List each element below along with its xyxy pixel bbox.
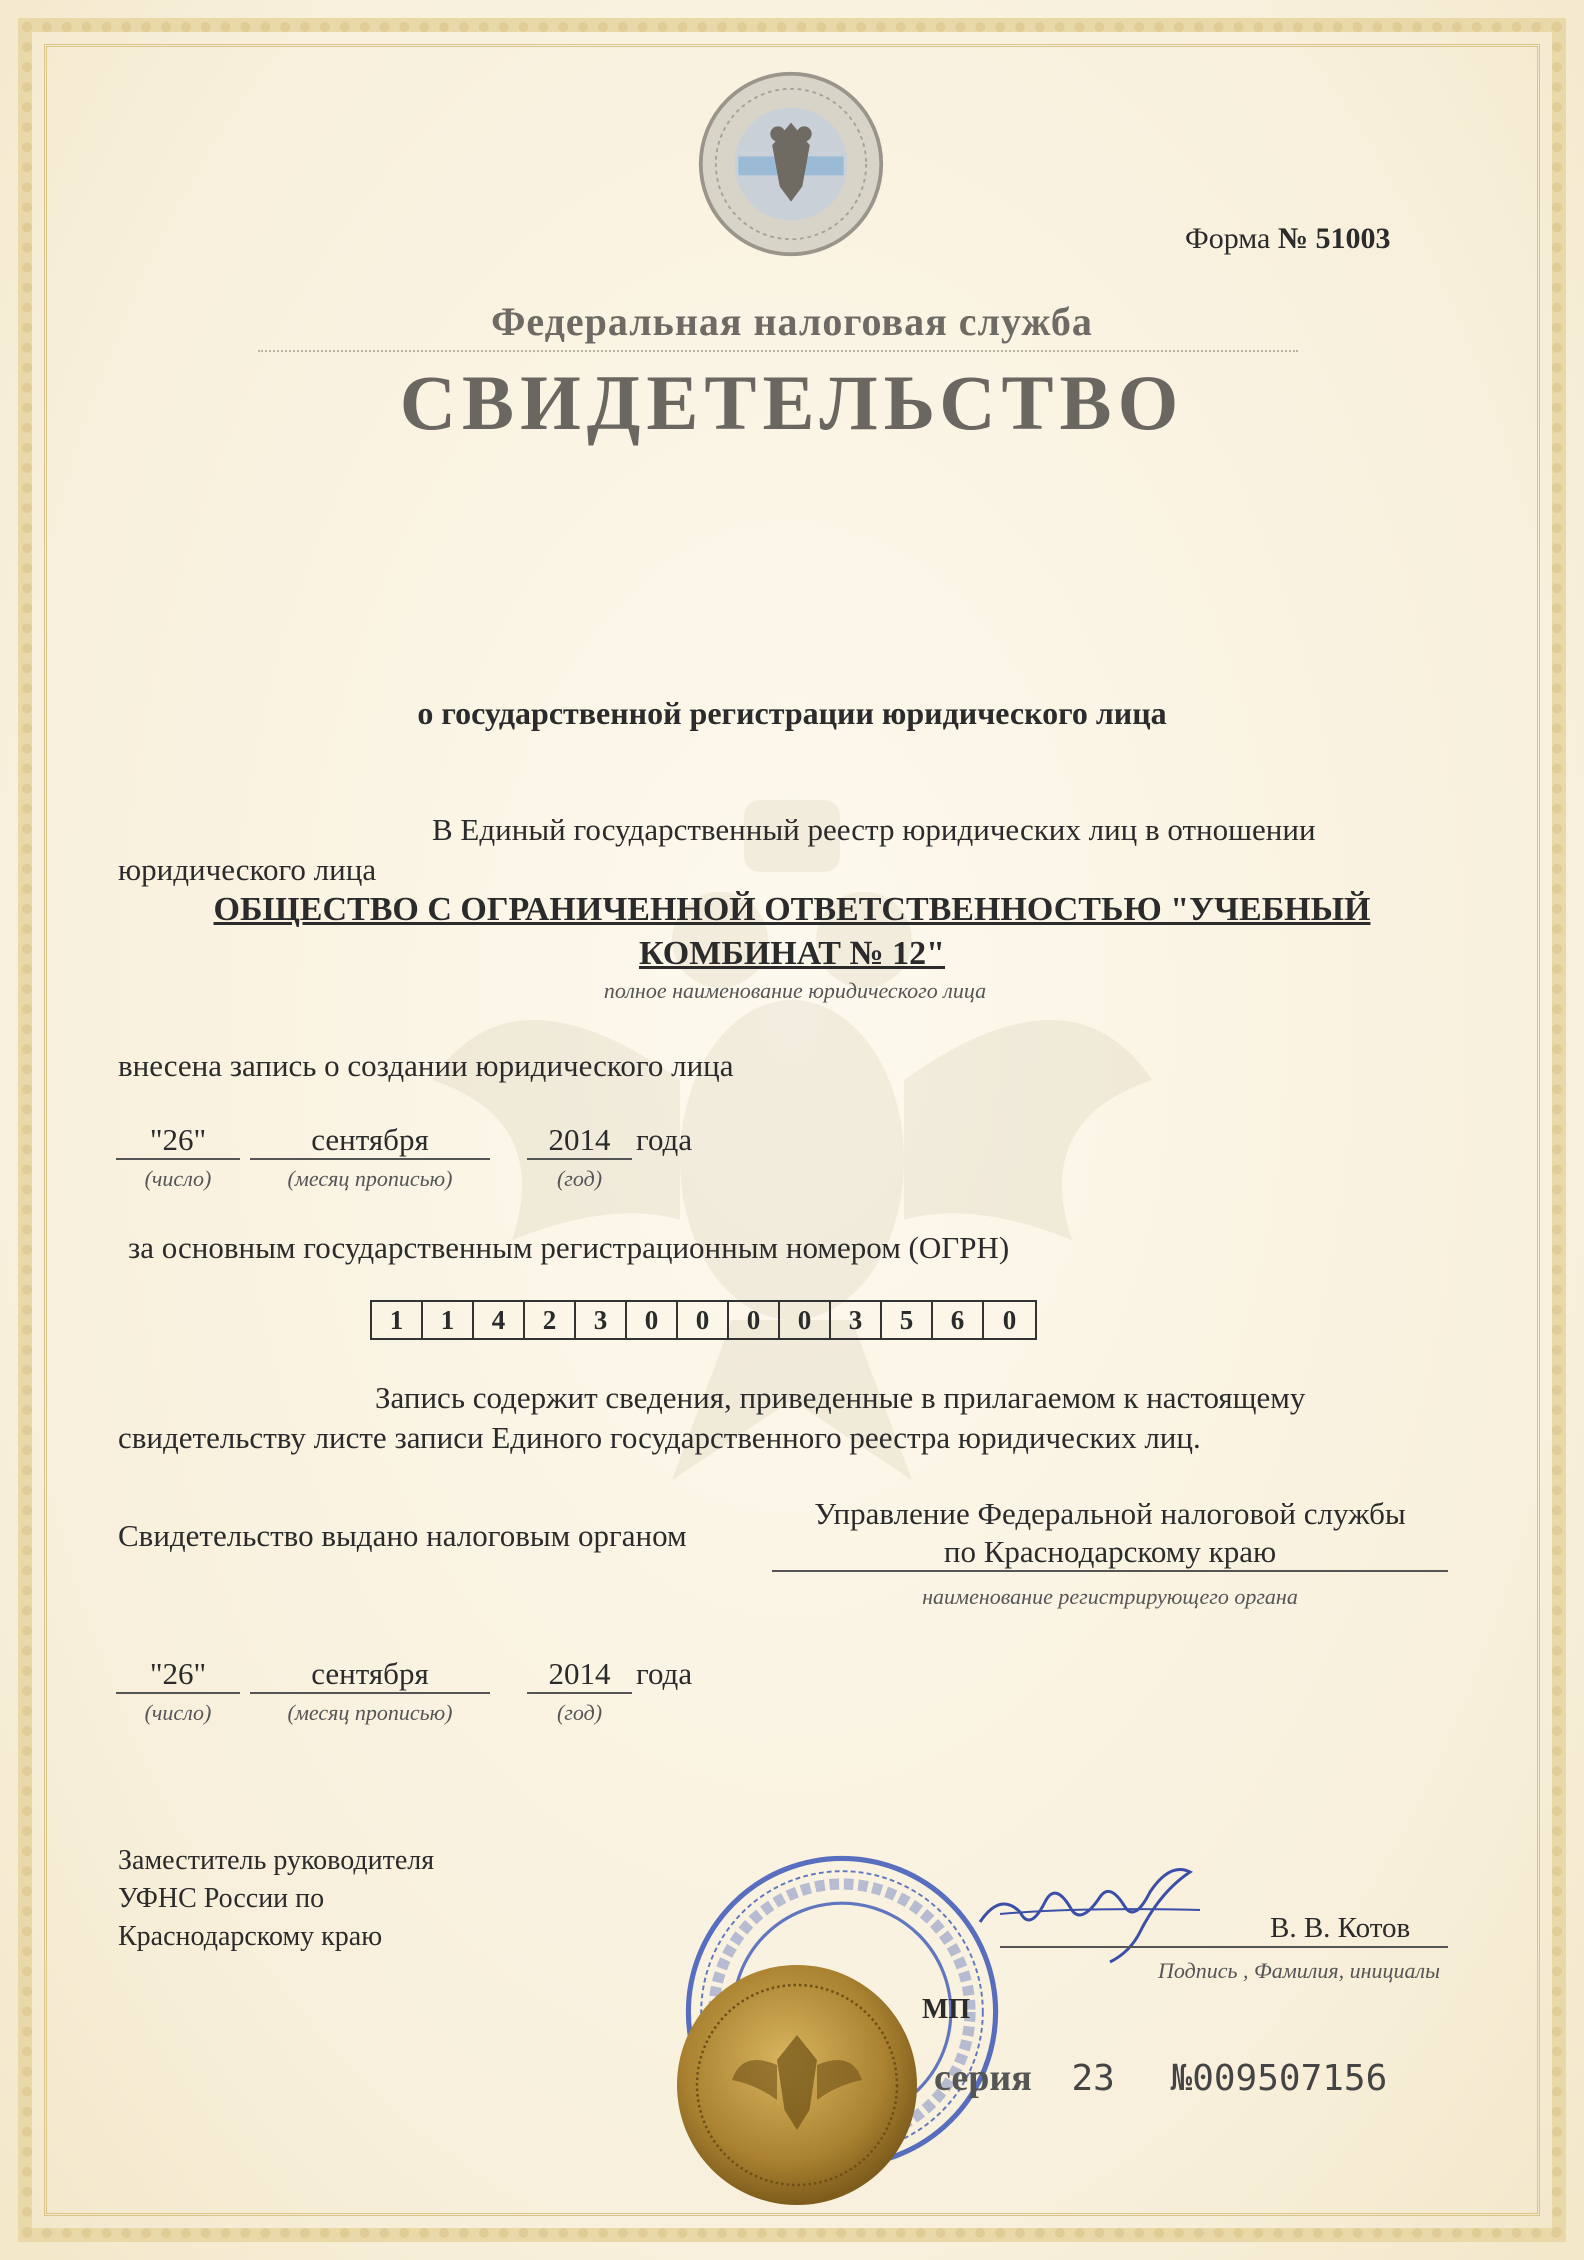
ogrn-digit: 6 xyxy=(933,1302,984,1338)
signatory-name: В. В. Котов xyxy=(1270,1912,1411,1944)
form-label: Форма xyxy=(1185,222,1271,255)
issue-day: "26" xyxy=(116,1656,240,1694)
serial-no: №009507156 xyxy=(1170,2058,1388,2099)
record-day: "26" xyxy=(116,1122,240,1160)
ogrn-digit: 2 xyxy=(525,1302,576,1338)
record-year-suffix: года xyxy=(636,1122,693,1157)
document-subtitle: о государственной регистрации юридического лица xyxy=(417,695,1167,731)
intro-line-2: юридического лица xyxy=(118,852,377,887)
form-number xyxy=(1185,222,1391,256)
agency-name: Федеральная налоговая служба xyxy=(491,299,1093,344)
issuer-label: Свидетельство выдано налоговым органом xyxy=(118,1518,687,1553)
contents-line-2: свидетельству листе записи Единого государственного реестра юридических лиц. xyxy=(118,1420,1201,1455)
entity-name-hint: полное наименование юридического лица xyxy=(603,978,987,1003)
record-text: внесена запись о создании юридического лица xyxy=(118,1048,734,1083)
record-month: сентября xyxy=(250,1122,490,1160)
ogrn-digit: 1 xyxy=(372,1302,423,1338)
position-line-3: Краснодарскому краю xyxy=(118,1921,383,1952)
signature xyxy=(960,1852,1220,1972)
issue-year-suffix: года xyxy=(636,1656,693,1691)
ogrn-digit: 1 xyxy=(423,1302,474,1338)
serial-number xyxy=(934,2056,1387,2100)
position-line-2: УФНС России по xyxy=(118,1883,325,1914)
agency-rule xyxy=(258,350,1298,352)
record-month-hint: (месяц прописью) xyxy=(287,1166,453,1191)
ogrn-digit: 0 xyxy=(729,1302,780,1338)
ogrn-digit: 0 xyxy=(1002,1305,1017,1335)
signature-hint: Подпись , Фамилия, инициалы xyxy=(1158,1958,1440,1983)
serial-label: серия xyxy=(934,2057,1032,2099)
intro-line-1: В Единый государственный реестр юридических лиц в отношении xyxy=(432,812,1316,847)
issue-day-hint: (число) xyxy=(144,1700,212,1725)
form-number-value: № 51003 xyxy=(1277,222,1391,255)
issuer-name-line-1: Управление Федеральной налоговой службы xyxy=(814,1496,1406,1531)
contents-line-1: Запись содержит сведения, приведенные в прилагаемом к настоящему xyxy=(375,1380,1306,1415)
ogrn-digit: 3 xyxy=(576,1302,627,1338)
signature-line xyxy=(1000,1946,1448,1948)
ogrn-number xyxy=(370,1300,1037,1340)
issuer-hint: наименование регистрирующего органа xyxy=(922,1584,1298,1609)
hologram-emblem xyxy=(697,70,885,258)
serial-series: 23 xyxy=(1071,2058,1115,2099)
issuer-name-line-2: по Краснодарскому краю xyxy=(772,1534,1448,1572)
issue-month-hint: (месяц прописью) xyxy=(287,1700,453,1725)
stamp-place-mark: МП xyxy=(922,1994,971,2025)
issue-month: сентября xyxy=(250,1656,490,1694)
ogrn-digit: 0 xyxy=(627,1302,678,1338)
ogrn-label: за основным государственным регистрационным номером (ОГРН) xyxy=(128,1230,1010,1265)
issue-year-hint: (год) xyxy=(556,1700,603,1725)
record-day-hint: (число) xyxy=(144,1166,212,1191)
entity-name xyxy=(130,888,1454,976)
record-year: 2014 xyxy=(527,1122,632,1160)
ogrn-digit: 3 xyxy=(831,1302,882,1338)
entity-name-line-1: ОБЩЕСТВО С ОГРАНИЧЕННОЙ ОТВЕТСТВЕННОСТЬЮ "УЧЕБНЫЙ xyxy=(213,891,1371,928)
entity-name-line-2: КОМБИНАТ № 12" xyxy=(639,935,945,972)
ogrn-digit: 0 xyxy=(678,1302,729,1338)
ogrn-digit: 4 xyxy=(474,1302,525,1338)
document-title: СВИДЕТЕЛЬСТВО xyxy=(399,359,1185,446)
signatory-position xyxy=(118,1842,434,1956)
ogrn-digit: 5 xyxy=(882,1302,933,1338)
position-line-1: Заместитель руководителя xyxy=(118,1845,435,1876)
ogrn-digit: 0 xyxy=(780,1302,831,1338)
gold-seal xyxy=(672,1960,922,2210)
record-year-hint: (год) xyxy=(556,1166,603,1191)
issue-year: 2014 xyxy=(527,1656,632,1694)
